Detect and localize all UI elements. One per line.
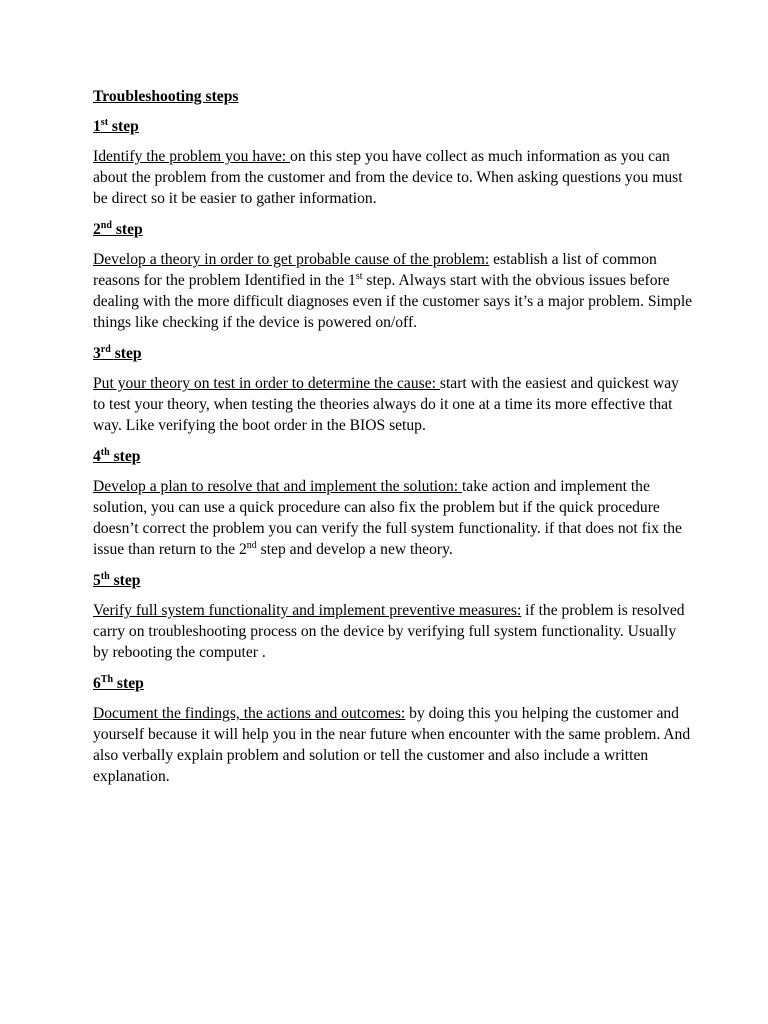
step-2-heading: [93, 219, 693, 240]
step-2-body-b: step. Always start with the obvious issues before dealing with the more difficult diagnoses even if the customer says it’s a major problem. Simple things like checking if the device is powered on/off.: [93, 272, 693, 331]
step-3-paragraph: [93, 373, 693, 436]
step-2-ordinal: nd: [100, 220, 112, 231]
step-1-word: step: [108, 118, 139, 135]
document-title: Troubleshooting steps: [93, 88, 239, 105]
step-1-paragraph: [93, 146, 693, 209]
step-5-heading: [93, 570, 693, 591]
step-3-number: 3: [93, 345, 101, 362]
step-6-body: by doing this you helping the customer and yourself because it will help you in the near future when encounter with the same problem. And also verbally explain problem and solution or tell the customer and also include a written explanation.: [93, 705, 691, 785]
step-4-lead: Develop a plan to resolve that and implement the solution:: [93, 478, 462, 495]
step-6-paragraph: [93, 703, 693, 787]
step-6-lead: Document the findings, the actions and outcomes:: [93, 705, 406, 722]
step-3-lead: Put your theory on test in order to determine the cause:: [93, 375, 440, 392]
step-2-word: step: [111, 221, 143, 238]
step-5-ordinal: th: [100, 571, 110, 582]
step-5-word: step: [109, 572, 141, 589]
step-3-heading: [93, 343, 693, 364]
step-1-number: 1: [93, 118, 101, 135]
step-1-lead: Identify the problem you have:: [93, 148, 291, 165]
step-4-body-a: take action and implement the solution, you can use a quick procedure can also fix the problem but if the quick procedure doesn’t correct the problem you can verify the full system functionality. if that does not fix the issue than return to the 2: [93, 478, 682, 558]
step-2-lead: Develop a theory in order to get probable cause of the problem:: [93, 251, 490, 268]
step-4-body-b: step and develop a new theory.: [256, 541, 453, 558]
step-1-ordinal: st: [100, 117, 109, 128]
step-4-ordinal: th: [100, 447, 110, 458]
step-3-body: start with the easiest and quickest way to test your theory, when testing the theories always do it one at a time its more effective that way. Like verifying the boot order in the BIOS setup.: [93, 375, 679, 434]
step-4-body-sup: nd: [246, 540, 257, 551]
step-4-number: 4: [93, 448, 101, 465]
step-5-number: 5: [93, 572, 101, 589]
step-3-ordinal: rd: [100, 344, 111, 355]
step-2-body-sup: st: [355, 271, 363, 282]
step-3-word: step: [110, 345, 142, 362]
step-6-number: 6: [93, 675, 101, 692]
step-1-body: on this step you have collect as much information as you can about the problem from the customer and from the device to. When asking questions you must be direct so it be easier to gather information.: [93, 148, 683, 207]
step-2-paragraph: [93, 249, 693, 333]
step-2-body-a: establish a list of common reasons for the problem Identified in the 1: [93, 251, 657, 289]
step-4-paragraph: [93, 476, 693, 560]
step-2-number: 2: [93, 221, 101, 238]
step-4-word: step: [109, 448, 141, 465]
step-5-lead: Verify full system functionality and implement preventive measures:: [93, 602, 522, 619]
step-6-word: step: [113, 675, 144, 692]
step-4-heading: [93, 446, 693, 467]
step-5-body: if the problem is resolved carry on troubleshooting process on the device by verifying full system functionality. Usually by rebooting the computer .: [93, 602, 685, 661]
step-1-heading: [93, 116, 693, 137]
step-5-paragraph: [93, 600, 693, 663]
step-6-heading: [93, 673, 693, 694]
step-6-ordinal: Th: [100, 674, 114, 685]
document-page: [93, 86, 693, 797]
